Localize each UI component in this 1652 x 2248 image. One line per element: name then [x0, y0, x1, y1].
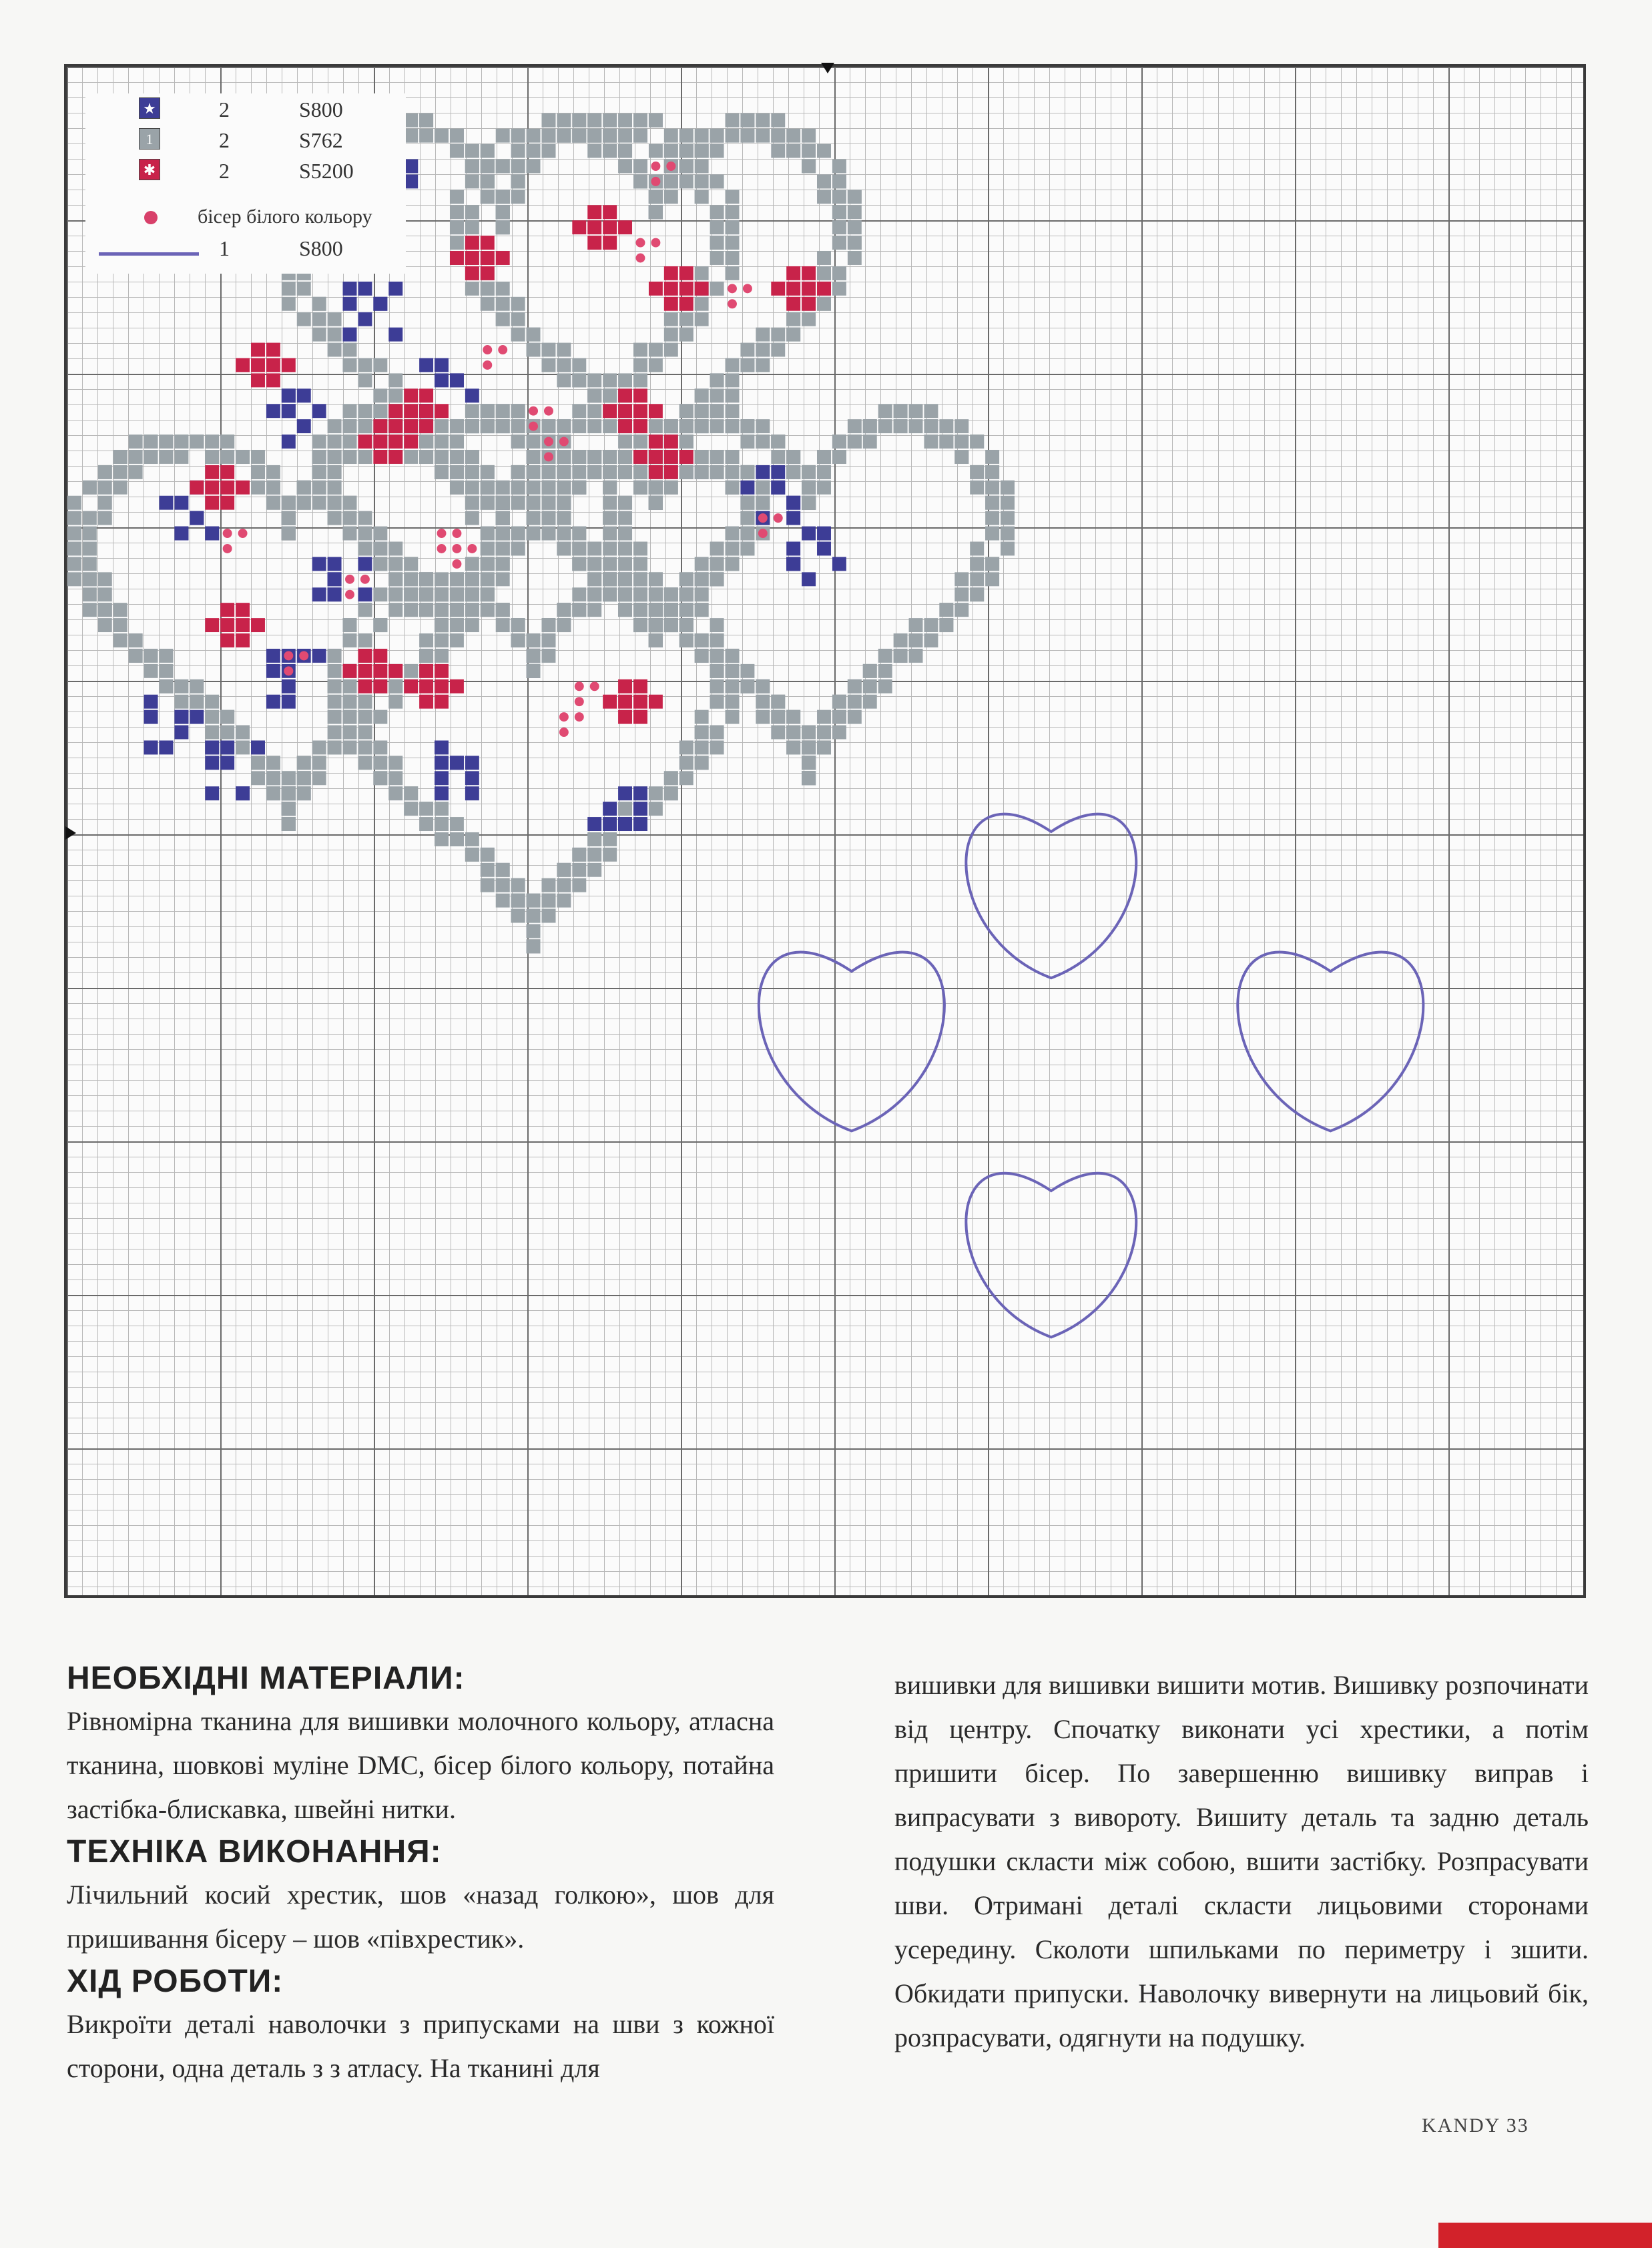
magazine-brand: KANDY	[1422, 2115, 1500, 2137]
chart-legend	[85, 93, 406, 274]
star-swatch-icon: ★	[139, 97, 160, 119]
legend-bead-label: бісер білого кольору	[198, 206, 372, 228]
cross-stitch-chart	[64, 64, 1586, 1598]
technique-body: Лічильний косий хрестик, шов «назад голкою», шов для пришивання бісеру – шов «півхрестик».	[67, 1880, 774, 1954]
instructions-right-column	[894, 1663, 1589, 2060]
materials-body: Рівномірна тканина для вишивки молочного кольору, атласна тканина, шовкові муліне DMC, бісер білого кольору, потайна застібка-блискавка, швейні нитки.	[67, 1706, 774, 1824]
cover-edge-decoration	[1438, 2223, 1652, 2248]
page-footer	[1422, 2115, 1529, 2137]
backstitch-line-icon	[99, 252, 199, 256]
materials-heading: НЕОБХІДНІ МАТЕРІАЛИ:	[67, 1661, 465, 1696]
legend-code: S800	[299, 236, 343, 260]
process-continued: вишивки для вишивки вишити мотив. Вишивку розпочинати від центру. Спочатку виконати усі хрестики, а потім пришити бісер. По завершенню вишивку виправ і випрасувати з вивороту. Вишиту деталь та задню деталь подушки скласти між собою, вшити застібку. Розпрасувати шви. Отримані деталі скласти лицьовими сторонами усередину. Сколоти шпильками по периметру і зшити. Обкидати припуски. Наволочку вивернути на лицьовий бік, розпрасувати, одягнути на подушку.	[894, 1670, 1589, 2052]
legend-count: 2	[219, 128, 230, 152]
one-swatch-icon: 1	[139, 128, 160, 150]
legend-row-gray	[85, 128, 406, 155]
legend-row-blue	[85, 97, 406, 124]
legend-row-backstitch	[85, 236, 406, 263]
process-body: Викроїти деталі наволочки з припусками на шви з кожної сторони, одна деталь з з атласу. На тканині для	[67, 2009, 774, 2083]
chart-pattern	[67, 67, 1583, 1595]
instructions-left-column	[67, 1658, 774, 2090]
legend-row-bead	[85, 206, 406, 232]
legend-count: 1	[219, 236, 230, 260]
asterisk-swatch-icon: ✱	[139, 159, 160, 180]
bead-icon	[144, 211, 158, 224]
legend-count: 2	[219, 159, 230, 183]
legend-code: S5200	[299, 159, 354, 183]
legend-code: S762	[299, 128, 343, 152]
center-marker-top-icon	[821, 63, 834, 73]
page-number: 33	[1506, 2115, 1529, 2137]
process-heading: ХІД РОБОТИ:	[67, 1964, 284, 1999]
legend-count: 2	[219, 97, 230, 121]
center-marker-left-icon	[65, 826, 76, 840]
legend-row-red	[85, 159, 406, 186]
technique-heading: ТЕХНІКА ВИКОНАННЯ:	[67, 1834, 442, 1870]
legend-code: S800	[299, 97, 343, 121]
